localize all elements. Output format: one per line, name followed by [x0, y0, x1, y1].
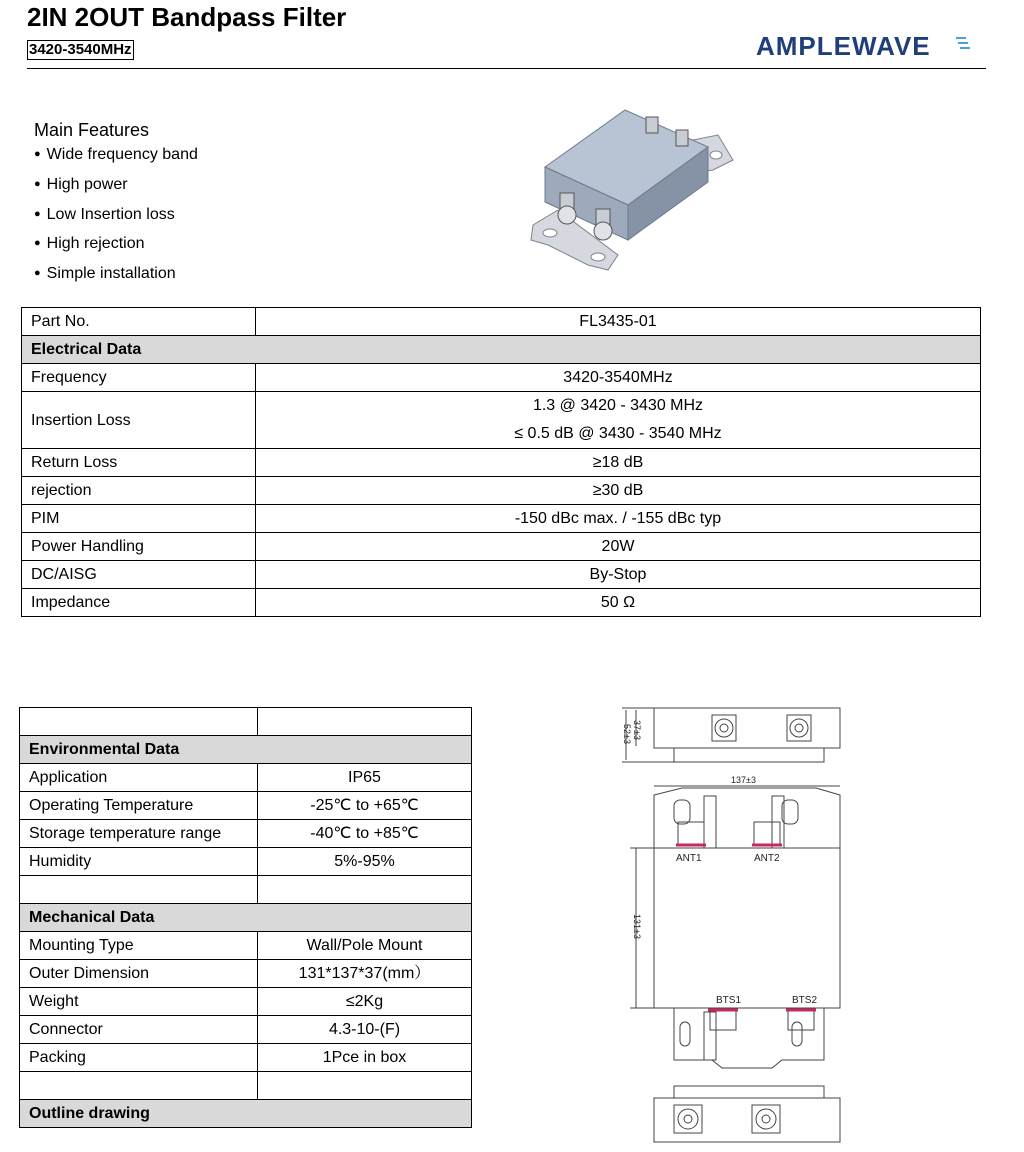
table-row — [22, 364, 981, 392]
spec-value: 50 Ω — [256, 589, 981, 617]
table-row — [20, 792, 472, 820]
spec-value: By-Stop — [256, 561, 981, 589]
svg-text:ANT1: ANT1 — [676, 853, 702, 864]
insertion-loss-line: ≤ 0.5 dB @ 3430 - 3540 MHz — [514, 425, 722, 442]
spec-value: IP65 — [258, 764, 472, 792]
spec-label: Mounting Type — [20, 932, 258, 960]
feature-item: ● Low Insertion loss — [34, 201, 198, 231]
table-row — [20, 708, 472, 736]
spec-value: 20W — [256, 533, 981, 561]
electrical-spec-table — [21, 307, 981, 617]
spec-label: Frequency — [22, 364, 256, 392]
spec-value: 3420-3540MHz — [256, 364, 981, 392]
part-no-label: Part No. — [22, 308, 256, 336]
features-heading: Main Features — [34, 120, 150, 140]
empty-cell — [258, 1072, 472, 1100]
environmental-mechanical-table — [19, 707, 472, 1128]
spec-label: DC/AISG — [22, 561, 256, 589]
svg-text:137±3: 137±3 — [731, 775, 756, 785]
feature-item: ● High rejection — [34, 230, 198, 260]
feature-item: ● Simple installation — [34, 260, 198, 290]
spec-value: ≥30 dB — [256, 477, 981, 505]
features-list — [34, 141, 198, 290]
spec-label: Weight — [20, 988, 258, 1016]
spec-value: Wall/Pole Mount — [258, 932, 472, 960]
feature-item: ● Wide frequency band — [34, 141, 198, 171]
part-no-value: FL3435-01 — [256, 308, 981, 336]
spec-value: 1Pce in box — [258, 1044, 472, 1072]
table-row — [20, 960, 472, 988]
empty-cell — [258, 876, 472, 904]
table-row — [20, 876, 472, 904]
table-row — [22, 308, 981, 336]
spec-label: Operating Temperature — [20, 792, 258, 820]
svg-text:131±3: 131±3 — [632, 914, 642, 939]
table-row — [20, 764, 472, 792]
table-row — [20, 820, 472, 848]
spec-value: ≤2Kg — [258, 988, 472, 1016]
table-row — [22, 392, 981, 449]
table-row — [22, 589, 981, 617]
spec-value: ≥18 dB — [256, 449, 981, 477]
environmental-heading: Environmental Data — [20, 736, 472, 764]
svg-text:37±3: 37±3 — [632, 720, 642, 740]
spec-label: Power Handling — [22, 533, 256, 561]
table-row — [22, 477, 981, 505]
svg-text:ANT2: ANT2 — [754, 853, 780, 864]
spec-label: Insertion Loss — [22, 392, 256, 449]
spec-value: 5%-95% — [258, 848, 472, 876]
spec-value: -150 dBc max. / -155 dBc typ — [256, 505, 981, 533]
spec-label: Application — [20, 764, 258, 792]
table-row — [22, 561, 981, 589]
table-section-header — [20, 1100, 472, 1128]
table-row — [20, 848, 472, 876]
spec-label: Connector — [20, 1016, 258, 1044]
empty-cell — [20, 1072, 258, 1100]
feature-item: ● High power — [34, 171, 198, 201]
table-row — [22, 505, 981, 533]
page-title: 2IN 2OUT Bandpass Filter — [27, 2, 347, 32]
spec-label: PIM — [22, 505, 256, 533]
table-row — [20, 1044, 472, 1072]
spec-label: Outer Dimension — [20, 960, 258, 988]
spec-label: Storage temperature range — [20, 820, 258, 848]
spec-value: 4.3-10-(F) — [258, 1016, 472, 1044]
spec-value: -40℃ to +85℃ — [258, 820, 472, 848]
table-section-header — [20, 736, 472, 764]
spec-label: Humidity — [20, 848, 258, 876]
table-row — [20, 1072, 472, 1100]
amplewave-logo — [756, 30, 971, 62]
spec-value: -25℃ to +65℃ — [258, 792, 472, 820]
mechanical-heading: Mechanical Data — [20, 904, 472, 932]
table-row — [22, 449, 981, 477]
main-features — [34, 119, 198, 290]
table-section-header — [20, 904, 472, 932]
spec-label: Impedance — [22, 589, 256, 617]
table-row — [20, 988, 472, 1016]
spec-label: Return Loss — [22, 449, 256, 477]
svg-text:AMPLEWAVE: AMPLEWAVE — [756, 31, 931, 61]
table-row — [22, 533, 981, 561]
spec-label: Packing — [20, 1044, 258, 1072]
outline-heading: Outline drawing — [20, 1100, 472, 1128]
empty-cell — [20, 876, 258, 904]
svg-text:52±3: 52±3 — [622, 724, 632, 744]
insertion-loss-value — [256, 392, 981, 449]
spec-value: 131*137*37(mm） — [258, 960, 472, 988]
electrical-heading: Electrical Data — [22, 336, 981, 364]
header-rule — [27, 68, 986, 69]
empty-cell — [20, 708, 258, 736]
product-image — [528, 105, 743, 275]
empty-cell — [258, 708, 472, 736]
svg-text:BTS1: BTS1 — [716, 995, 742, 1006]
frequency-subtitle: 3420-3540MHz — [29, 41, 132, 58]
spec-label: rejection — [22, 477, 256, 505]
insertion-loss-line: 1.3 @ 3420 - 3430 MHz — [532, 397, 704, 414]
table-section-header — [22, 336, 981, 364]
table-row — [20, 1016, 472, 1044]
table-row — [20, 932, 472, 960]
outline-drawing — [612, 700, 852, 1150]
svg-text:BTS2: BTS2 — [792, 995, 818, 1006]
